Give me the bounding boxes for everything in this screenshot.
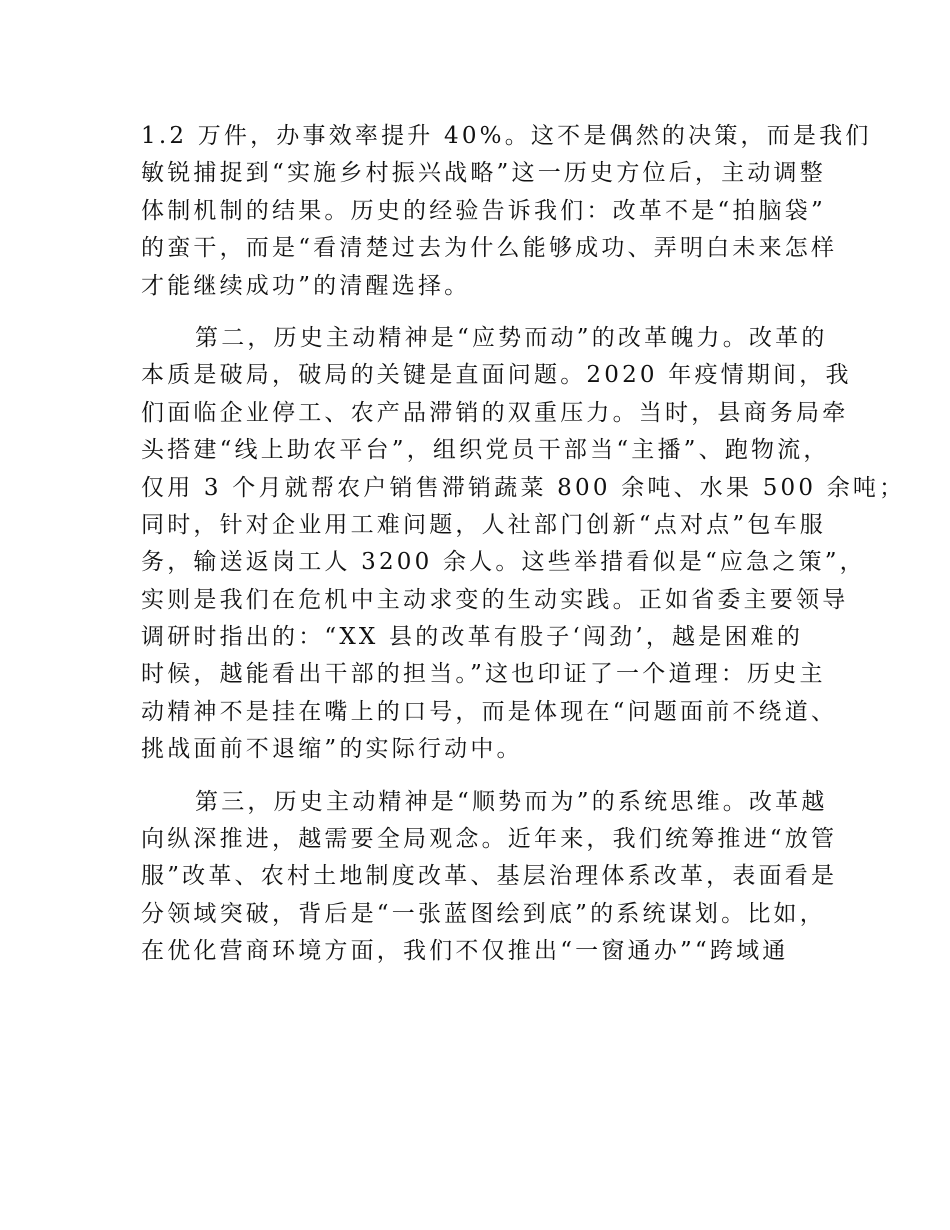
text-line: 体制机制的结果。历史的经验告诉我们：改革不是“拍脑袋” [141,197,826,224]
text-line: 第三，历史主动精神是“顺势而为”的系统思维。改革越 [195,788,828,815]
paragraph-spacer [141,305,821,320]
text-line: 1.2 万件，办事效率提升 40%。这不是偶然的决策，而是我们 [141,123,872,149]
text-line: 本质是破局，破局的关键是直面问题。2020 年疫情期间，我 [141,362,852,389]
paragraph-spacer [141,769,821,784]
text-line: 动精神不是挂在嘴上的口号，而是体现在“问题面前不绕道、 [141,698,838,725]
text-line: 头搭建“线上助农平台”，组织党员干部当“主播”、跑物流， [141,437,830,464]
paragraph-2 [141,320,906,769]
text-line: 实则是我们在危机中主动求变的生动实践。正如省委主要领导 [141,586,849,613]
text-line: 的蛮干，而是“看清楚过去为什么能够成功、弄明白未来怎样 [141,235,838,262]
text-line: 们面临企业停工、农产品滞销的双重压力。当时，县商务局牵 [141,399,849,426]
text-line: 调研时指出的：“XX 县的改革有股子‘闯劲’，越是困难的 [141,624,804,651]
text-line: 务，输送返岗工人 3200 余人。这些举措看似是“应急之策”， [141,549,866,576]
text-line: 服”改革、农村土地制度改革、基层治理体系改革，表面看是 [141,863,838,890]
text-line: 向纵深推进，越需要全局观念。近年来，我们统筹推进“放管 [141,826,838,853]
document-body [141,118,906,971]
paragraph-3 [141,784,838,971]
text-line: 敏锐捕捉到“实施乡村振兴战略”这一历史方位后，主动调整 [141,160,826,187]
text-line: 时候，越能看出干部的担当。”这也印证了一个道理：历史主 [141,661,826,688]
text-line: 同时，针对企业用工难问题，人社部门创新“点对点”包车服 [141,511,826,538]
text-line: 挑战面前不退缩”的实际行动中。 [141,736,523,763]
text-line: 分领域突破，背后是“一张蓝图绘到底”的系统谋划。比如， [141,900,826,927]
text-line: 仅用 3 个月就帮农户销售滞销蔬菜 800 余吨、水果 500 余吨； [141,474,906,501]
text-line: 才能继续成功”的清醒选择。 [141,272,471,299]
paragraph-1 [141,118,872,305]
text-line: 在优化营商环境方面，我们不仅推出“一窗通办”“跨域通 [141,938,789,965]
text-line: 第二，历史主动精神是“应势而动”的改革魄力。改革的 [195,324,828,351]
